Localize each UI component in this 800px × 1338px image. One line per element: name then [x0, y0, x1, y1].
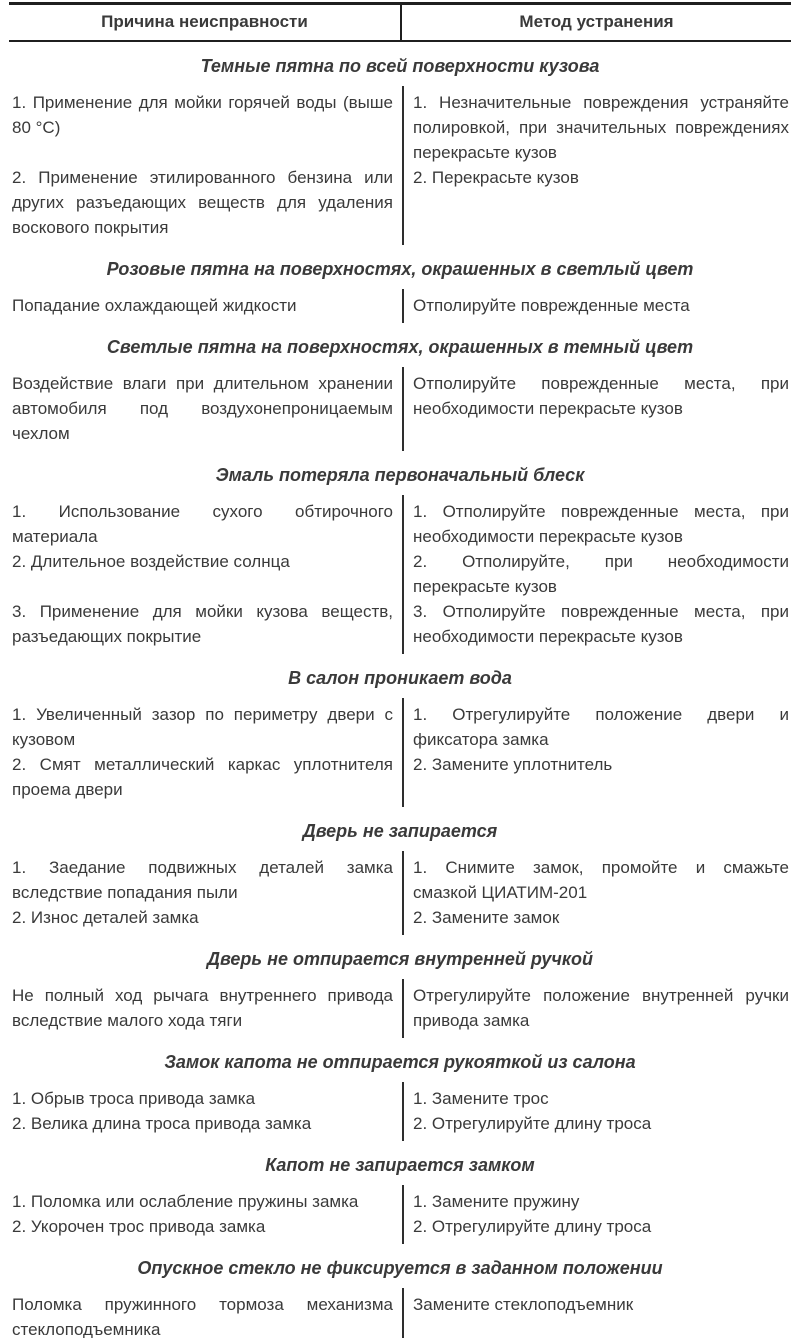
column-header-cause: Причина неисправности [9, 5, 402, 40]
cause-item: 1. Поломка или ослабление пружины замка [12, 1192, 359, 1211]
section-title: Капот не запирается замком [265, 1155, 535, 1175]
remedy-item: 2. Замените замок [413, 908, 560, 927]
cause-cell [9, 289, 402, 323]
remedy-item: 1. Снимите замок, промойте и смажьте смазкой ЦИАТИМ-201 [413, 858, 789, 902]
remedy-item: 1. Замените пружину [413, 1192, 580, 1211]
remedy-item: 2. Перекрасьте кузов [413, 168, 579, 187]
cause-item: 1. Применение для мойки горячей воды (выше 80 °С) [12, 93, 393, 137]
remedy-cell [402, 979, 791, 1038]
remedy-item: 1. Отрегулируйте положение двери и фиксатора замка [413, 705, 789, 749]
remedy-cell [402, 289, 791, 323]
remedy-item: Отполируйте поврежденные места [413, 296, 690, 315]
remedy-cell [402, 1185, 791, 1244]
section-title: Светлые пятна на поверхностях, окрашенных в темный цвет [106, 337, 694, 357]
remedy-item: 2. Отполируйте, при необходимости перекрасьте кузов [413, 552, 789, 596]
remedy-item: 2. Отрегулируйте длину троса [413, 1217, 652, 1236]
section-title: Замок капота не отпирается рукояткой из салона [164, 1052, 636, 1072]
section-title: В салон проникает вода [288, 668, 512, 688]
remedy-item: 1. Замените трос [413, 1089, 549, 1108]
cause-cell [9, 698, 402, 807]
remedy-cell [402, 1288, 791, 1338]
remedy-item: 3. Отполируйте поврежденные места, при необходимости перекрасьте кузов [413, 602, 789, 646]
section-row [9, 495, 791, 654]
cause-item: 1. Использование сухого обтирочного материала [12, 502, 393, 546]
section-row [9, 851, 791, 935]
cause-item: 3. Применение для мойки кузова веществ, разъедающих покрытие [12, 602, 393, 646]
section-row [9, 1082, 791, 1141]
cause-item: Попадание охлаждающей жидкости [12, 296, 297, 315]
cause-item: 2. Велика длина троса привода замка [12, 1114, 312, 1133]
section-title: Эмаль потеряла первоначальный блеск [215, 465, 585, 485]
section-row [9, 1288, 791, 1338]
table-header [9, 2, 791, 42]
cause-item: Воздействие влаги при длительном хранении автомобиля под воздухонепроницаемым чехлом [12, 374, 393, 443]
section-title: Опускное стекло не фиксируется в заданном положении [137, 1258, 663, 1278]
cause-item: Не полный ход рычага внутреннего привода вследствие малого хода тяги [12, 986, 393, 1030]
cause-cell [9, 495, 402, 654]
remedy-cell [402, 367, 791, 451]
section-row [9, 979, 791, 1038]
cause-item: 1. Обрыв троса привода замка [12, 1089, 256, 1108]
section-row [9, 289, 791, 323]
section-row [9, 1185, 791, 1244]
remedy-item: 1. Отполируйте поврежденные места, при необходимости перекрасьте кузов [413, 502, 789, 546]
remedy-item: Отполируйте поврежденные места, при необходимости перекрасьте кузов [413, 374, 789, 418]
cause-item: 2. Длительное воздействие солнца [12, 552, 290, 571]
cause-cell [9, 1082, 402, 1141]
cause-item: 1. Заедание подвижных деталей замка вследствие попадания пыли [12, 858, 393, 902]
section-title: Дверь не отпирается внутренней ручкой [206, 949, 594, 969]
section-row [9, 698, 791, 807]
cause-cell [9, 851, 402, 935]
remedy-item: Отрегулируйте положение внутренней ручки привода замка [413, 986, 789, 1030]
section-row [9, 367, 791, 451]
column-header-remedy: Метод устранения [519, 12, 674, 31]
remedy-cell [402, 851, 791, 935]
section-title: Розовые пятна на поверхностях, окрашенных в светлый цвет [106, 259, 694, 279]
remedy-cell [402, 698, 791, 807]
remedy-item: 2. Отрегулируйте длину троса [413, 1114, 652, 1133]
cause-item: 2. Укорочен трос привода замка [12, 1217, 266, 1236]
cause-cell [9, 1288, 402, 1338]
section-title: Дверь не запирается [302, 821, 498, 841]
cause-cell [9, 367, 402, 451]
cause-cell [9, 1185, 402, 1244]
section-title: Темные пятна по всей поверхности кузова [200, 56, 600, 76]
remedy-cell [402, 495, 791, 654]
cause-item: 1. Увеличенный зазор по периметру двери с кузовом [12, 705, 393, 749]
cause-cell [9, 979, 402, 1038]
cause-item: 2. Износ деталей замка [12, 908, 199, 927]
remedy-item: 1. Незначительные повреждения устраняйте полировкой, при значительных повреждениях перекрасьте кузов [413, 93, 789, 162]
table-body [9, 42, 791, 1338]
cause-cell [9, 86, 402, 245]
cause-item: Поломка пружинного тормоза механизма стеклоподъемника [12, 1295, 393, 1338]
cause-item: 2. Применение этилированного бензина или других разъедающих веществ для удаления воскового покрытия [12, 168, 393, 237]
cause-item: 2. Смят металлический каркас уплотнителя проема двери [12, 755, 393, 799]
section-row [9, 86, 791, 245]
remedy-cell [402, 1082, 791, 1141]
remedy-item: 2. Замените уплотнитель [413, 755, 613, 774]
remedy-item: Замените стеклоподъемник [413, 1295, 634, 1314]
remedy-cell [402, 86, 791, 245]
